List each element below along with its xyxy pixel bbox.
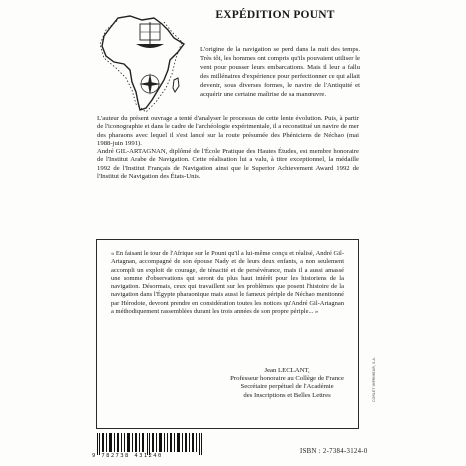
africa-outline (102, 16, 184, 110)
book-title: EXPÉDITION POUNT (215, 9, 335, 21)
africa-map-illustration (96, 8, 192, 116)
barcode-digits: 9 782738 431240 (92, 453, 163, 459)
voyage-route (100, 20, 182, 112)
intro-paragraph: L'origine de la navigation se perd dans la nuit des temps. Très tôt, les hommes ont compris qu'ils pouvaient utiliser le vent pour pousser leurs embarcations. Mais il leur a fallu des millénaires d'expérience pour perfectionner ce qui allait devenir, sous diverses formes, le navire de l'Antiquité et acquérir une certaine maîtrise de sa manœuvre. (200, 46, 360, 99)
madagascar-outline (173, 78, 179, 92)
signature-line-1: Professeur honoraire au Collège de France (230, 375, 344, 383)
description-paragraph-1: L'auteur du présent ouvrage a tenté d'analyser le processus de cette lente évolution. Puis, à partir de l'iconographie et dans le cadre de l'archéologie expérimentale, il a reconstitué un navire de mer des pharaons avec lequel il s'est lancé sur la route présumée des Phéniciens de Néchao (mai 1988-juin 1991). (97, 115, 359, 147)
quote-text: « En faisant le tour de l'Afrique sur le Pount qu'il a lui-même conçu et réalisé, André Gil-Artagnan, accompagné de son épouse Nady et de leurs deux enfants, a non seulement accompli un exploit de courage, de ténacité et de persévérance, mais il a aussi amassé une somme d'observations qui seront du plus haut intérêt pour les historiens de la navigation. Désormais, ceux qui travaillent sur les problèmes que posent l'histoire de la navigation dans l'Égypte pharaonique mais aussi le fameux périple de Néchao mentionné par Hérodote, devront prendre en considération toutes les notices qu'André Gil-Artagnan a méthodiquement rassemblées durant les trois années de son propre périple... » (111, 250, 344, 316)
barcode (95, 433, 215, 455)
signature-line-3: des Inscriptions et Belles Lettres (243, 391, 331, 399)
description-paragraph-2: André GIL-ARTAGNAN, diplômé de l'École Pratique des Hautes Études, est membre honoraire de l'Institut Arabe de Navigation. Cette réalisation lui a valu, à titre exceptionnel, la médaille 1992 de l'Institut Français de Navigation ainsi que le Superior Achievement Award 1992 de l'Institut de Navigation des États-Unis. (97, 148, 359, 181)
quote-box (96, 239, 359, 429)
ship-drawing (136, 22, 164, 48)
printer-credit: CORLET IMPRIMEUR, S.A. (372, 356, 376, 402)
description-text (97, 115, 359, 181)
signature-line-2: Secrétaire perpétuel de l'Académie (240, 383, 334, 391)
signature-name: Jean LECLANT, (264, 367, 310, 374)
isbn: ISBN : 2-7384-3124-0 (300, 448, 368, 455)
quote-signature (230, 367, 344, 400)
